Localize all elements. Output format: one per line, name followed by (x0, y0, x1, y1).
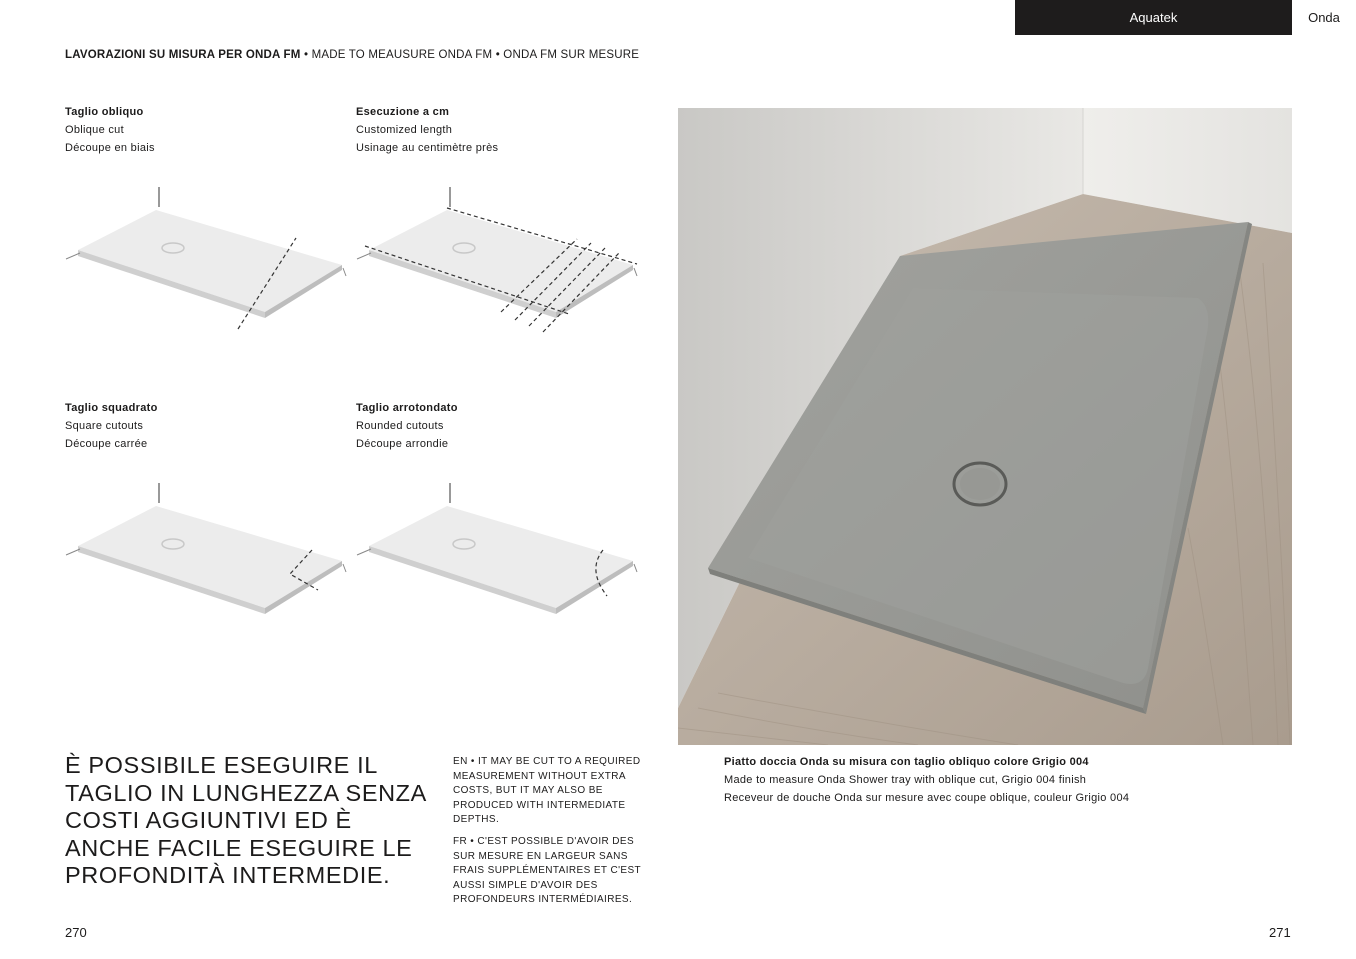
product-tab[interactable]: Onda (1292, 0, 1356, 35)
english-description: EN • IT MAY BE CUT TO A REQUIRED MEASUREMENT WITHOUT EXTRA COSTS, BUT IT MAY ALSO BE PRODUCED WITH INTERMEDIATE DEPTHS. (453, 756, 641, 826)
option-fr: Découpe carrée (65, 438, 148, 450)
customized-length-illustration (351, 182, 651, 352)
option-fr: Découpe arrondie (356, 438, 449, 450)
oblique-cut-illustration (60, 182, 360, 352)
product-photo (678, 108, 1292, 745)
option-oblique-label (65, 103, 155, 157)
page-number-right: 271 (1269, 925, 1291, 940)
option-length-label (356, 103, 498, 157)
french-description: FR • C'EST POSSIBLE D'AVOIR DES SUR MESURE EN LARGEUR SANS FRAIS SUPPLÉMENTAIRES ET C'EST AUSSI SIMPLE D'AVOIR DES PROFONDEURS INTERMÉDIAIRES. (453, 836, 641, 906)
shower-tray-scene (678, 108, 1292, 745)
option-fr: Usinage au centimètre près (356, 142, 499, 154)
option-en: Oblique cut (65, 124, 124, 136)
option-en: Square cutouts (65, 420, 144, 432)
page-number-left: 270 (65, 925, 87, 940)
square-cutout-illustration (60, 478, 360, 648)
option-en: Rounded cutouts (356, 420, 444, 432)
option-it: Esecuzione a cm (356, 106, 450, 118)
caption-it: Piatto doccia Onda su misura con taglio obliquo colore Grigio 004 (724, 756, 1089, 768)
brand-tab[interactable]: Aquatek (1015, 0, 1292, 35)
heading-rest: • MADE TO MEAUSURE ONDA FM • ONDA FM SUR MESURE (300, 49, 640, 61)
option-it: Taglio obliquo (65, 106, 144, 118)
option-en: Customized length (356, 124, 453, 136)
caption-en: Made to measure Onda Shower tray with oblique cut, Grigio 004 finish (724, 774, 1087, 786)
heading-bold: LAVORAZIONI SU MISURA PER ONDA FM (65, 49, 301, 61)
option-it: Taglio squadrato (65, 402, 158, 414)
option-fr: Découpe en biais (65, 142, 155, 154)
page-heading (65, 49, 639, 61)
rounded-cutout-illustration (351, 478, 651, 648)
option-rounded-label (356, 399, 458, 453)
option-it: Taglio arrotondato (356, 402, 458, 414)
option-square-label (65, 399, 158, 453)
main-statement: È POSSIBILE ESEGUIRE IL TAGLIO IN LUNGHEZZA SENZA COSTI AGGIUNTIVI ED È ANCHE FACILE ESEGUIRE LE PROFONDITÀ INTERMEDIE. (65, 752, 426, 888)
photo-caption (724, 753, 1129, 807)
caption-fr: Receveur de douche Onda sur mesure avec coupe oblique, couleur Grigio 004 (724, 792, 1130, 804)
